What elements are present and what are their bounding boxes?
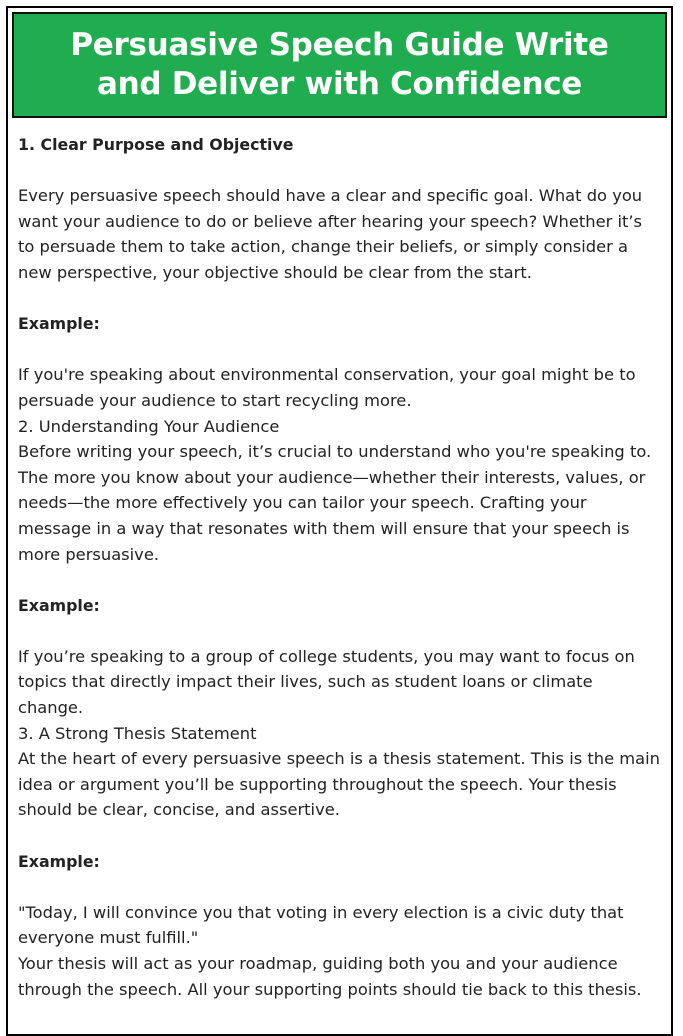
example-purpose: If you're speaking about environmental conservation, your goal might be to persuade your audience to start recycling more. <box>18 365 636 410</box>
paragraph-thesis: At the heart of every persuasive speech is a thesis statement. This is the main idea or argument you’ll be supporting throughout the speech. Your thesis should be clear, concise, and assertive. <box>18 749 660 820</box>
spacer <box>18 286 661 312</box>
title-banner <box>12 12 667 118</box>
section-heading-audience: 2. Understanding Your Audience <box>18 416 280 436</box>
paragraph-audience: Before writing your speech, it’s crucial to understand who you're speaking to. The more you know about your audience—whether their interests, values, or needs—the more effectively you can tailor your speech. Crafting your message in a way that resonates with them will ensure that your speech is more persuasive. <box>18 442 652 564</box>
spacer <box>18 567 661 593</box>
spacer <box>18 337 661 363</box>
page-title: Persuasive Speech Guide Write and Deliver with Confidence <box>70 27 609 102</box>
spacer <box>18 158 661 184</box>
example-label: Example: <box>18 595 100 615</box>
spacer <box>18 874 661 900</box>
paragraph-purpose: Every persuasive speech should have a clear and specific goal. What do you want your audience to do or believe after hearing your speech? Whether it’s to persuade them to take action, change their beliefs, or simply consider a new perspective, your objective should be clear from the start. <box>18 186 643 282</box>
section-heading-purpose: 1. Clear Purpose and Objective <box>18 135 294 154</box>
spacer <box>18 823 661 849</box>
spacer <box>18 618 661 644</box>
article-body <box>8 122 671 1002</box>
example-thesis: "Today, I will convince you that voting in every election is a civic duty that everyone must fulfill." <box>18 902 624 948</box>
example-audience: If you’re speaking to a group of college students, you may want to focus on topics that directly impact their lives, such as student loans or climate change. <box>18 646 635 718</box>
paragraph-thesis-followup: Your thesis will act as your roadmap, guiding both you and your audience through the speech. All your supporting points should tie back to this thesis. <box>18 954 642 999</box>
section-heading-thesis: 3. A Strong Thesis Statement <box>18 723 257 743</box>
example-label: Example: <box>18 314 100 334</box>
example-label: Example: <box>18 851 100 871</box>
page-frame <box>6 6 673 1036</box>
